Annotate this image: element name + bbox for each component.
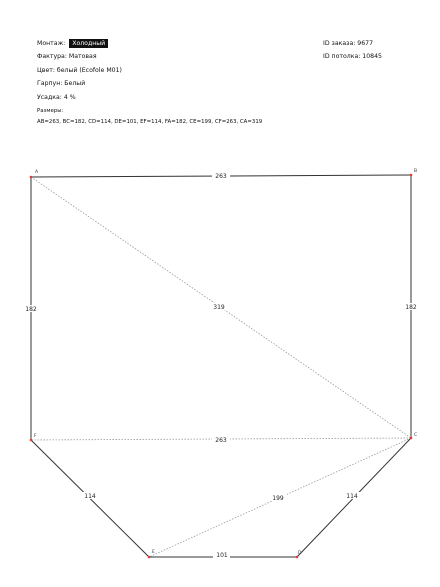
svg-text:319: 319 [213, 304, 225, 311]
texture-row: Фактура: Матовая [37, 53, 97, 61]
mount-badge: Холодный [69, 39, 108, 48]
label-de [213, 551, 230, 559]
vertex-label-c: C [414, 433, 418, 438]
vertex-f [30, 439, 33, 442]
vertex-d [296, 556, 299, 559]
color-row: Цвет: белый (Ecofole M01) [37, 66, 122, 74]
label-fa [23, 305, 40, 313]
svg-text:114: 114 [84, 493, 96, 500]
vertex-b [410, 174, 413, 177]
vertex-e [148, 556, 151, 559]
svg-text:263: 263 [215, 437, 227, 444]
vertex-a [30, 176, 33, 179]
order-id: ID заказа: 9677 [323, 40, 374, 47]
sizes-label: Размеры: [37, 108, 64, 115]
svg-text:114: 114 [346, 493, 358, 500]
label-ef [82, 492, 98, 500]
svg-text:182: 182 [25, 306, 37, 313]
vertex-label-f: F [34, 434, 37, 439]
shrinkage-row: Усадка: 4 % [37, 93, 76, 101]
svg-text:263: 263 [215, 173, 227, 180]
ceiling-id: ID потолка: 10845 [323, 53, 382, 61]
svg-text:199: 199 [272, 495, 284, 502]
label-cf [212, 436, 230, 444]
sizes-list: AB=263, BC=182, CD=114, DE=101, EF=114, FA=182, CE=199, CF=263, CA=319 [37, 119, 263, 126]
label-bc [403, 303, 420, 311]
vertex-label-d: D [298, 551, 302, 556]
label-ab [212, 172, 230, 180]
svg-text:101: 101 [216, 552, 228, 559]
svg-text:182: 182 [405, 304, 417, 311]
mount-label: Монтаж: [37, 40, 66, 47]
harpoon-row: Гарпун: Белый [37, 80, 86, 88]
label-ca [211, 303, 228, 311]
vertex-label-b: B [414, 169, 418, 174]
label-cd [344, 492, 360, 500]
vertex-label-e: E [152, 550, 155, 555]
vertex-label-a: A [35, 170, 39, 175]
label-ce [270, 494, 287, 502]
vertex-c [410, 437, 413, 440]
